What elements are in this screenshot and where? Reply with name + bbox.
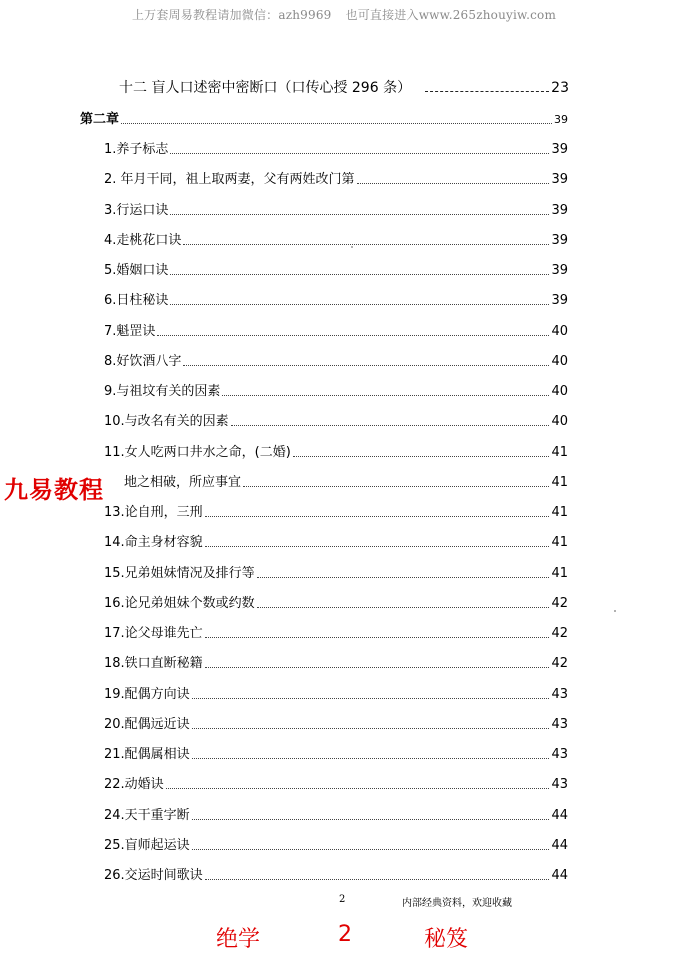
bottom-watermark-number: 2 [338,922,352,947]
toc-entry[interactable] [104,354,568,370]
side-watermark: 九易教程 [4,470,110,505]
toc-entry-label: 17.论父母谁先亡 [104,626,203,641]
scan-speck [351,246,353,248]
toc-entry-label: 7.魁罡诀 [104,324,156,339]
toc-entry-page: 43 [551,687,568,702]
toc-leader [192,757,550,759]
toc-entry[interactable] [104,384,568,400]
toc-entry-page: 39 [551,233,568,248]
toc-entry-label: 15.兄弟姐妹情况及排行等 [104,566,255,581]
toc-entry[interactable] [104,566,568,582]
toc-entry-label: 6.日柱秘诀 [104,293,169,308]
toc-entry[interactable] [104,626,568,642]
toc-entry[interactable] [104,142,568,158]
toc-entry-label: 十二 盲人口述密中密断口（口传心授 296 条） [119,80,412,96]
toc-leader [205,636,550,638]
toc-entry-first[interactable] [119,80,569,96]
toc-entry-label: 21.配偶属相诀 [104,747,190,762]
toc-entry-page: 42 [551,656,568,671]
toc-chapter-label: 第二章 [80,112,120,127]
toc-entry[interactable] [104,838,568,854]
toc-entry-label: 9.与祖坟有关的因素 [104,384,221,399]
toc-entry[interactable] [104,868,568,884]
toc-chapter-page: 39 [554,113,568,126]
toc-entry[interactable] [104,687,568,703]
toc-entry[interactable] [104,505,568,521]
toc-entry-label: 18.铁口直断秘籍 [104,656,203,671]
toc-entry[interactable] [104,414,568,430]
toc-leader [166,787,550,789]
toc-entry[interactable] [104,203,568,219]
toc-leader [192,818,550,820]
toc-leader [205,878,550,880]
toc-entry[interactable] [124,475,568,491]
toc-entry-page: 39 [551,142,568,157]
toc-entry-page: 43 [551,717,568,732]
toc-entry-page: 40 [551,324,568,339]
toc-entry-page: 44 [551,868,568,883]
toc-entry-page: 42 [551,596,568,611]
toc-entry-label: 10.与改名有关的因素 [104,414,229,429]
toc-entry-label: 2. 年月干同，祖上取两妻，父有两姓改门第 [104,172,355,187]
header-watermark-wechat: 上万套周易教程请加微信：azh9969 [131,8,332,22]
toc-leader [243,485,549,487]
toc-leader [183,243,549,245]
toc-entry[interactable] [104,808,568,824]
toc-leader [170,152,549,154]
toc-entry-page: 39 [551,293,568,308]
toc-leader [192,727,550,729]
header-watermark [0,6,688,23]
toc-entry-page: 41 [551,535,568,550]
toc-entry-page: 44 [551,838,568,853]
toc-entry[interactable] [104,535,568,551]
toc-entry[interactable] [104,596,568,612]
toc-entry-page: 40 [551,414,568,429]
toc-leader [170,273,549,275]
toc-leader [170,213,549,215]
toc-entry-label: 20.配偶远近诀 [104,717,190,732]
toc-entry-label: 24.天干重字断 [104,808,190,823]
footer-note: 内部经典资料，欢迎收藏 [402,898,512,909]
toc-entry-page: 39 [551,172,568,187]
toc-entry-label: 3.行运口诀 [104,203,169,218]
bottom-watermark-right: 秘笈 [424,927,469,952]
toc-entry-page: 42 [551,626,568,641]
toc-entry-label: 19.配偶方向诀 [104,687,190,702]
toc-leader [205,666,550,668]
toc-entry[interactable] [104,717,568,733]
toc-entry-page: 41 [551,566,568,581]
toc-leader [121,122,552,124]
toc-entry[interactable] [104,293,568,309]
toc-entry-label: 26.交运时间歌诀 [104,868,203,883]
toc-leader [157,334,549,336]
toc-leader [425,90,549,92]
toc-leader [293,455,550,457]
toc-entry-page: 41 [551,475,568,490]
toc-entry-page: 40 [551,354,568,369]
bottom-watermark-left: 绝学 [216,927,261,952]
toc-entry-page: 43 [551,747,568,762]
toc-entry[interactable] [104,747,568,763]
toc-leader [205,545,550,547]
toc-entry-page: 41 [551,505,568,520]
footer-page-number: 2 [339,894,346,905]
toc-entry-page: 39 [551,263,568,278]
toc-leader [192,697,550,699]
toc-entry-label: 8.好饮酒八字 [104,354,182,369]
toc-entry-label: 22.动婚诀 [104,777,164,792]
toc-entry-page: 43 [551,777,568,792]
toc-entry-page: 23 [551,80,569,96]
toc-entry-label: 16.论兄弟姐妹个数或约数 [104,596,255,611]
toc-entry-page: 40 [551,384,568,399]
toc-leader [170,303,549,305]
toc-leader [231,424,550,426]
toc-entry-label: 4.走桃花口诀 [104,233,182,248]
toc-entry-label: 11.女人吃两口井水之命，(二婚) [104,445,291,460]
toc-leader [192,848,550,850]
toc-leader [183,364,549,366]
toc-entry[interactable] [104,656,568,672]
toc-entry[interactable] [104,233,568,249]
toc-entry[interactable] [104,777,568,793]
toc-leader [257,576,550,578]
toc-leader [205,515,550,517]
toc-entry[interactable] [104,445,568,461]
toc-entry-label: 25.盲师起运诀 [104,838,190,853]
toc-entry[interactable] [104,324,568,340]
toc-entry-label: 13.论自刑，三刑 [104,505,203,520]
toc-leader [257,606,550,608]
toc-entry-label: 地之相破，所应事宜 [124,475,242,490]
toc-chapter-heading[interactable] [80,112,568,128]
toc-entry-label: 1.养子标志 [104,142,169,157]
toc-leader [357,182,550,184]
toc-entry-page: 41 [551,445,568,460]
toc-entry-label: 5.婚姻口诀 [104,263,169,278]
toc-entry[interactable] [104,172,568,188]
scan-speck [614,610,616,612]
toc-leader [222,394,549,396]
toc-entry-page: 44 [551,808,568,823]
header-watermark-website: 也可直接进入www.265zhouyiw.com [345,8,557,22]
toc-entry-page: 39 [551,203,568,218]
toc-entry[interactable] [104,263,568,279]
toc-entry-label: 14.命主身材容貌 [104,535,203,550]
